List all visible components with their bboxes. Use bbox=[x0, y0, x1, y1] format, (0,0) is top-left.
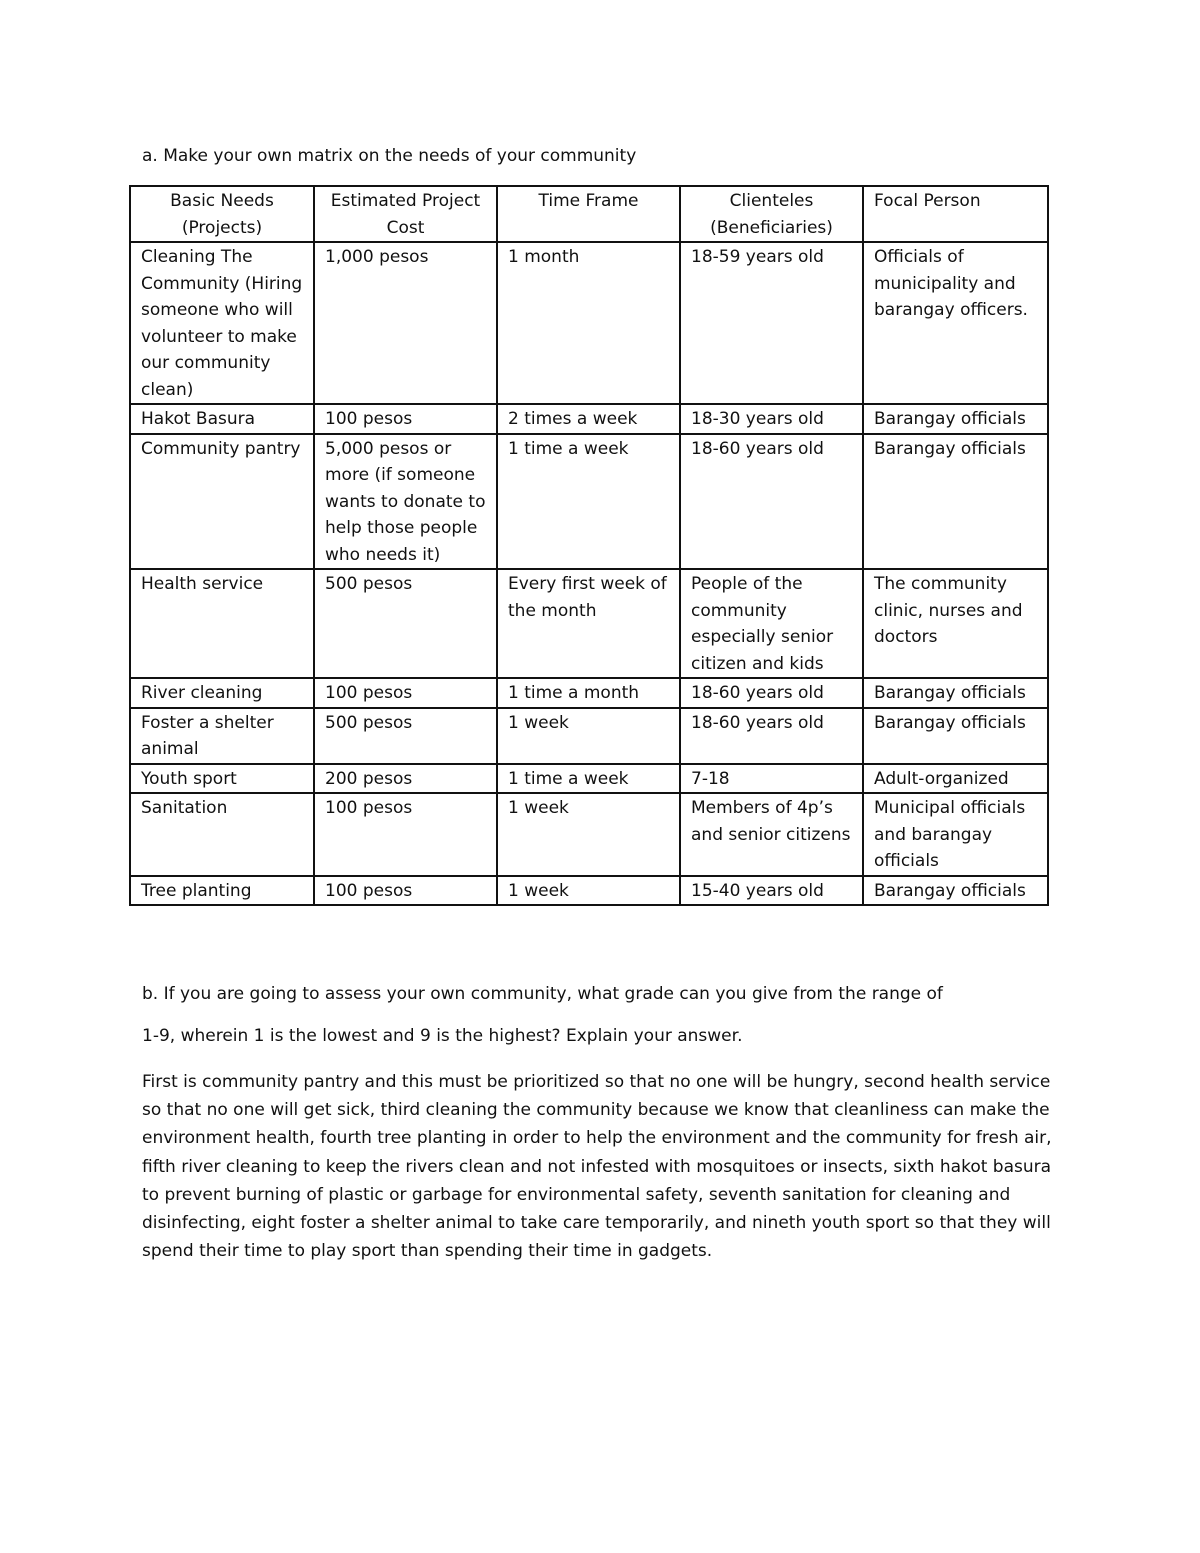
cell-focal-person: Barangay officials bbox=[863, 876, 1048, 906]
table-row bbox=[130, 404, 1048, 434]
table-row bbox=[130, 434, 1048, 570]
cell-cost: 100 pesos bbox=[314, 678, 497, 708]
table-row bbox=[130, 708, 1048, 764]
header-clienteles: Clienteles (Beneficiaries) bbox=[680, 186, 863, 242]
cell-project: Tree planting bbox=[130, 876, 314, 906]
cell-clienteles: 18-59 years old bbox=[680, 242, 863, 404]
cell-clienteles: 18-60 years old bbox=[680, 434, 863, 570]
table-row bbox=[130, 678, 1048, 708]
cell-cost: 1,000 pesos bbox=[314, 242, 497, 404]
cell-clienteles: 18-60 years old bbox=[680, 678, 863, 708]
cell-time-frame: Every first week of the month bbox=[497, 569, 680, 678]
cell-time-frame: 1 time a week bbox=[497, 764, 680, 794]
cell-time-frame: 2 times a week bbox=[497, 404, 680, 434]
cell-cost: 500 pesos bbox=[314, 569, 497, 678]
header-focal-person: Focal Person bbox=[863, 186, 1048, 242]
cell-focal-person: Municipal officials and barangay officials bbox=[863, 793, 1048, 876]
cell-cost: 200 pesos bbox=[314, 764, 497, 794]
cell-clienteles: Members of 4p’s and senior citizens bbox=[680, 793, 863, 876]
table-row bbox=[130, 242, 1048, 404]
header-basic-needs: Basic Needs (Projects) bbox=[130, 186, 314, 242]
header-estimated-cost: Estimated Project Cost bbox=[314, 186, 497, 242]
cell-project: Community pantry bbox=[130, 434, 314, 570]
cell-project: Youth sport bbox=[130, 764, 314, 794]
cell-project: Sanitation bbox=[130, 793, 314, 876]
cell-cost: 100 pesos bbox=[314, 876, 497, 906]
cell-focal-person: Barangay officials bbox=[863, 708, 1048, 764]
cell-time-frame: 1 month bbox=[497, 242, 680, 404]
cell-clienteles: 7-18 bbox=[680, 764, 863, 794]
cell-time-frame: 1 week bbox=[497, 876, 680, 906]
cell-cost: 5,000 pesos or more (if someone wants to donate to help those people who needs it) bbox=[314, 434, 497, 570]
header-time-frame: Time Frame bbox=[497, 186, 680, 242]
cell-clienteles: 18-30 years old bbox=[680, 404, 863, 434]
cell-focal-person: Barangay officials bbox=[863, 404, 1048, 434]
part-b-answer-paragraph: First is community pantry and this must be prioritized so that no one will be hungry, second health service so that no one will get sick, third cleaning the community because we know that cleanliness can make the environment health, fourth tree planting in order to help the environment and the community for fresh air, fifth river cleaning to keep the rivers clean and not infested with mosquitoes or insects, sixth hakot basura to prevent burning of plastic or garbage for environmental safety, seventh sanitation for cleaning and disinfecting, eight foster a shelter animal to take care temporarily, and nineth youth sport so that they will spend their time to play sport than spending their time in gadgets. bbox=[142, 1072, 1052, 1262]
table-row bbox=[130, 569, 1048, 678]
cell-time-frame: 1 time a week bbox=[497, 434, 680, 570]
cell-cost: 500 pesos bbox=[314, 708, 497, 764]
table-row bbox=[130, 764, 1048, 794]
cell-time-frame: 1 week bbox=[497, 708, 680, 764]
cell-time-frame: 1 week bbox=[497, 793, 680, 876]
table-row bbox=[130, 876, 1048, 906]
part-a-heading: a. Make your own matrix on the needs of your community bbox=[142, 146, 637, 166]
table-header-row bbox=[130, 186, 1048, 242]
cell-project: River cleaning bbox=[130, 678, 314, 708]
cell-clienteles: 18-60 years old bbox=[680, 708, 863, 764]
cell-focal-person: The community clinic, nurses and doctors bbox=[863, 569, 1048, 678]
table-row bbox=[130, 793, 1048, 876]
cell-project: Foster a shelter animal bbox=[130, 708, 314, 764]
cell-focal-person: Barangay officials bbox=[863, 678, 1048, 708]
cell-project: Health service bbox=[130, 569, 314, 678]
cell-clienteles: People of the community especially senior citizen and kids bbox=[680, 569, 863, 678]
cell-cost: 100 pesos bbox=[314, 793, 497, 876]
cell-focal-person: Barangay officials bbox=[863, 434, 1048, 570]
cell-cost: 100 pesos bbox=[314, 404, 497, 434]
cell-clienteles: 15-40 years old bbox=[680, 876, 863, 906]
cell-project: Cleaning The Community (Hiring someone who will volunteer to make our community clean) bbox=[130, 242, 314, 404]
part-b-question-line-2: 1-9, wherein 1 is the lowest and 9 is the highest? Explain your answer. bbox=[142, 1026, 743, 1046]
part-b-question-line-1: b. If you are going to assess your own community, what grade can you give from the range of bbox=[142, 984, 943, 1004]
cell-project: Hakot Basura bbox=[130, 404, 314, 434]
needs-matrix-table bbox=[129, 185, 1049, 906]
cell-time-frame: 1 time a month bbox=[497, 678, 680, 708]
cell-focal-person: Adult-organized bbox=[863, 764, 1048, 794]
cell-focal-person: Officials of municipality and barangay officers. bbox=[863, 242, 1048, 404]
